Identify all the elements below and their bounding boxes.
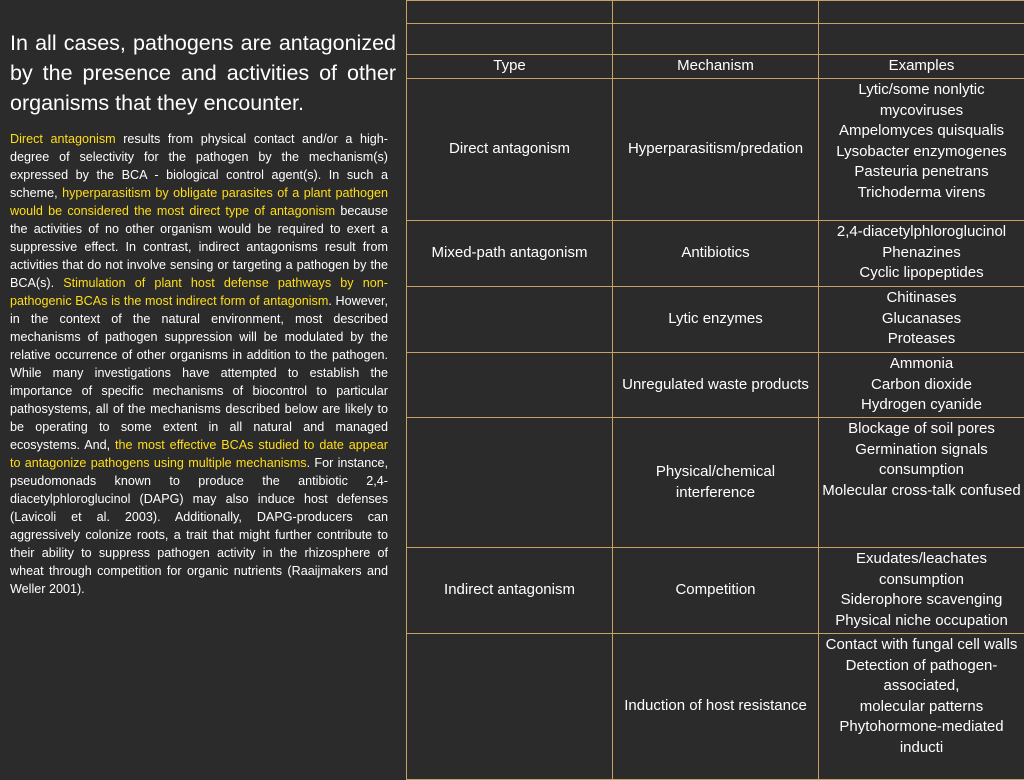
example-item: Carbon dioxide: [821, 375, 1022, 396]
antagonism-table: [406, 0, 1024, 780]
type-cell: [407, 353, 613, 418]
column-header: Type: [407, 55, 613, 79]
example-item: Hydrogen cyanide: [821, 395, 1022, 416]
examples-cell: [819, 221, 1024, 287]
paragraph-text: results from physical contact and/or a high-degree of selectivity for the pathogen by the mechanism(s) expressed by the BCA - biological control agent(s). In such a scheme,: [10, 132, 388, 200]
example-item: molecular patterns: [821, 697, 1022, 718]
mechanism-cell: Hyperparasitism/predation: [613, 79, 819, 221]
example-item: Molecular cross-talk confused: [821, 481, 1022, 502]
examples-cell: [819, 79, 1024, 221]
example-item: Chitinases: [821, 288, 1022, 309]
example-item: Pasteuria penetrans: [821, 162, 1022, 183]
example-item: Siderophore scavenging: [821, 590, 1022, 611]
highlighted-text: Direct antagonism: [10, 132, 116, 146]
example-item: Blockage of soil pores: [821, 419, 1022, 440]
type-cell: Mixed-path antagonism: [407, 221, 613, 287]
example-item: Phytohormone-mediated inducti: [821, 717, 1022, 758]
example-item: Proteases: [821, 329, 1022, 350]
table-row: [407, 634, 1024, 780]
blank-cell: [407, 1, 613, 24]
example-item: Lysobacter enzymogenes: [821, 142, 1022, 163]
paragraph-text: because the activities of no other organism would be required to exert a suppressive effect. In contrast, indirect antagonisms result from activities that do not involve sensing or targeting a pathogen by the BCA(s).: [10, 204, 388, 290]
table-row: [407, 418, 1024, 548]
paragraph-text: . However, in the context of the natural environment, most described mechanisms of pathogen suppression will be modulated by the relative occurrence of other organisms in addition to the pathogen. While many investigations have attempted to establish the importance of specific mechanisms of biocontrol to particular pathosystems, all of the mechanisms described below are likely to be operating to some extent in all natural and managed ecosystems. And,: [10, 294, 388, 452]
table-row: [407, 79, 1024, 221]
example-item: Lytic/some nonlytic mycoviruses: [821, 80, 1022, 121]
example-item: Contact with fungal cell walls: [821, 635, 1022, 656]
paragraph-text: . For instance, pseudomonads known to produce the antibiotic 2,4-diacetylphloroglucinol (DAPG) may also induce host defenses (Lavicoli et al. 2003). Additionally, DAPG-producers can aggressively colonize roots, a trait that might further contribute to their ability to suppress pathogen activity in the rhizosphere of wheat through competition for organic nutrients (Raaijmakers and Weller 2001).: [10, 456, 388, 596]
example-item: Ammonia: [821, 354, 1022, 375]
mechanism-cell: Antibiotics: [613, 221, 819, 287]
type-cell: Indirect antagonism: [407, 548, 613, 634]
blank-cell: [613, 1, 819, 24]
example-item: Germination signals consumption: [821, 440, 1022, 481]
type-cell: [407, 634, 613, 780]
examples-cell: [819, 287, 1024, 353]
example-item: Detection of pathogen-associated,: [821, 656, 1022, 697]
mechanism-cell: Competition: [613, 548, 819, 634]
column-header: Mechanism: [613, 55, 819, 79]
mechanism-cell: Physical/chemical interference: [613, 418, 819, 548]
examples-cell: [819, 634, 1024, 780]
example-item: 2,4-diacetylphloroglucinol: [821, 222, 1022, 243]
body-paragraph: [10, 130, 388, 598]
type-cell: Direct antagonism: [407, 79, 613, 221]
example-item: Glucanases: [821, 309, 1022, 330]
highlighted-text: Stimulation of plant host defense pathways by non-pathogenic BCAs is the most indirect form of antagonism: [10, 276, 388, 308]
blank-cell: [819, 24, 1024, 55]
blank-cell: [407, 24, 613, 55]
blank-cell: [613, 24, 819, 55]
highlighted-text: the most effective BCAs studied to date appear to antagonize pathogens using multiple mechanisms: [10, 438, 388, 470]
table-row: [407, 287, 1024, 353]
example-item: Ampelomyces quisqualis: [821, 121, 1022, 142]
mechanism-cell: Induction of host resistance: [613, 634, 819, 780]
type-cell: [407, 287, 613, 353]
examples-cell: [819, 418, 1024, 548]
blank-row: [407, 1, 1024, 24]
mechanism-cell: Lytic enzymes: [613, 287, 819, 353]
column-header: Examples: [819, 55, 1024, 79]
mechanism-cell: Unregulated waste products: [613, 353, 819, 418]
type-cell: [407, 418, 613, 548]
table-row: [407, 221, 1024, 287]
slide-heading: In all cases, pathogens are antagonized by the presence and activities of other organisms that they encounter.: [10, 28, 396, 118]
example-item: Trichoderma virens: [821, 183, 1022, 204]
example-item: Exudates/leachates consumption: [821, 549, 1022, 590]
example-item: Cyclic lipopeptides: [821, 263, 1022, 284]
example-item: Phenazines: [821, 243, 1022, 264]
table-row: [407, 548, 1024, 634]
antagonism-table-container: [406, 0, 1024, 760]
blank-row: [407, 24, 1024, 55]
examples-cell: [819, 353, 1024, 418]
example-item: Physical niche occupation: [821, 611, 1022, 632]
blank-cell: [819, 1, 1024, 24]
header-row: [407, 55, 1024, 79]
examples-cell: [819, 548, 1024, 634]
text-panel: [10, 28, 396, 598]
table-row: [407, 353, 1024, 418]
highlighted-text: hyperparasitism by obligate parasites of a plant pathogen would be considered the most direct type of antagonism: [10, 186, 388, 218]
